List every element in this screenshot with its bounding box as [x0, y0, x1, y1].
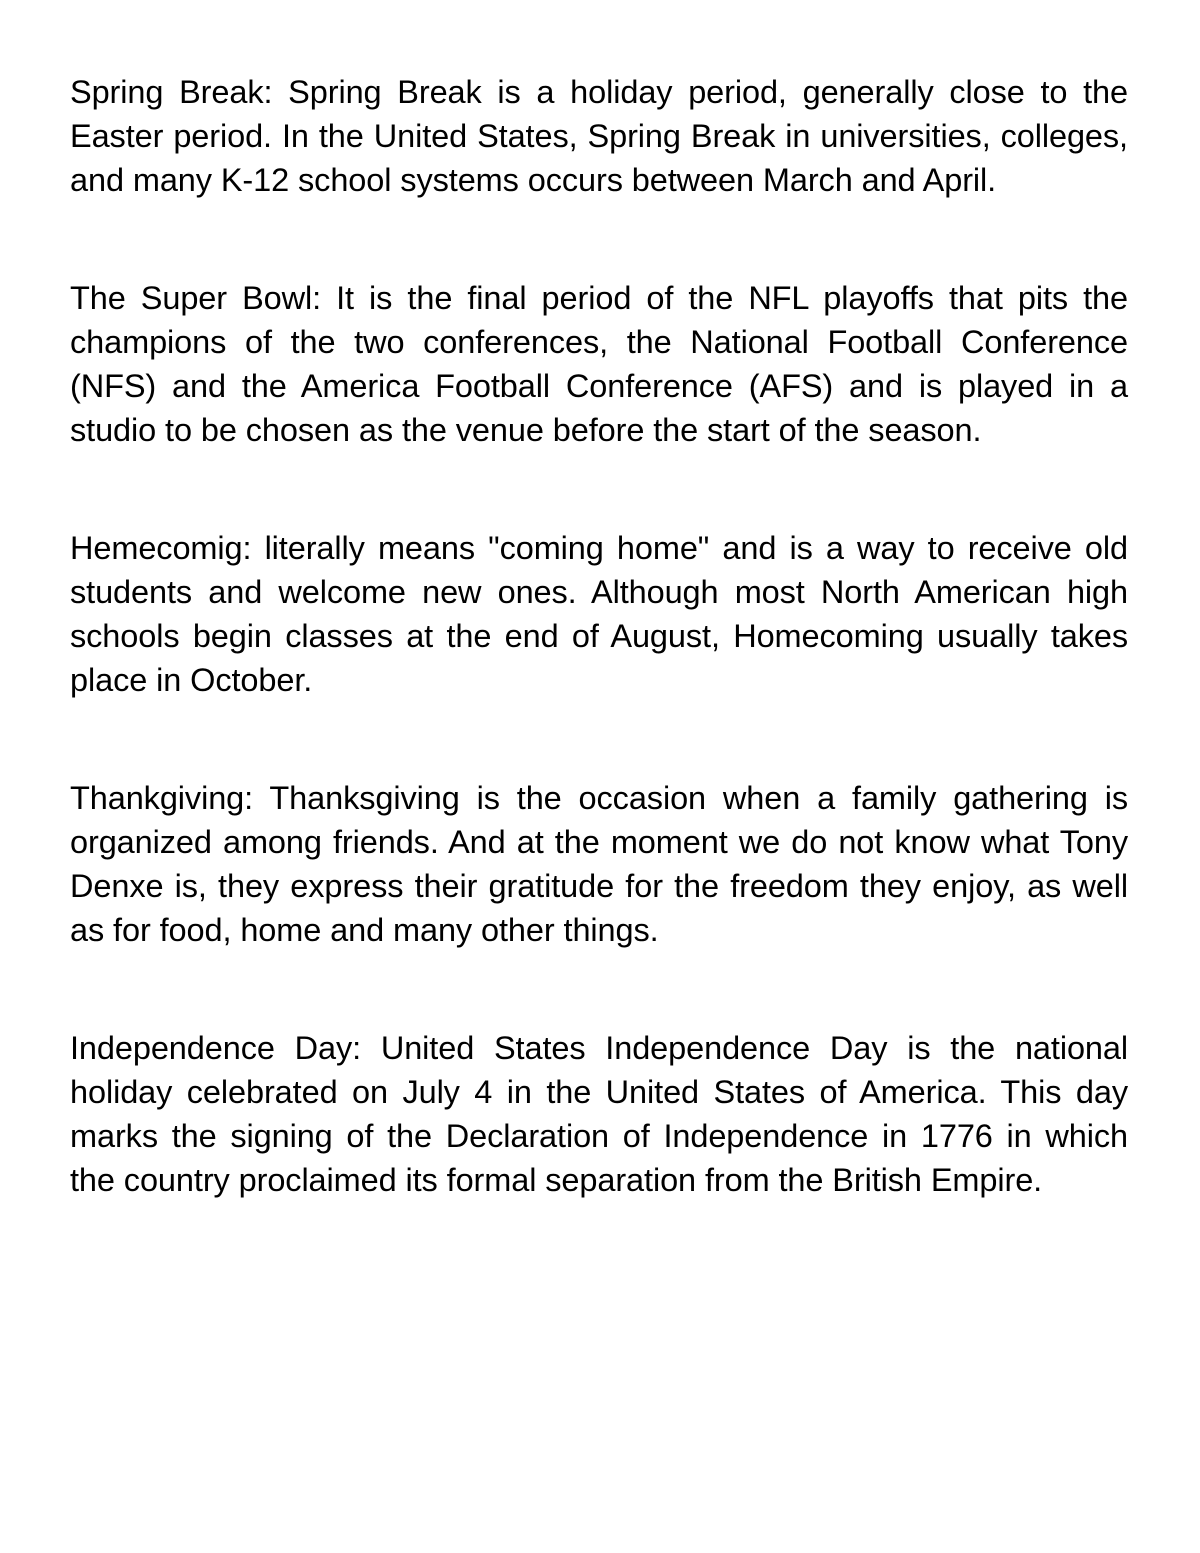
paragraph-super-bowl: The Super Bowl: It is the final period of the NFL playoffs that pits the champions of the two conferences, the National Football Conference (NFS) and the America Football Conference (AFS) and is played in a studio to be chosen as the venue before the start of the season. — [70, 280, 1128, 448]
document-page — [70, 70, 1128, 1276]
paragraph-independence-day: Independence Day: United States Independence Day is the national holiday celebrated on July 4 in the United States of America. This day marks the signing of the Declaration of Independence in 1776 in which the country proclaimed its formal separation from the British Empire. — [70, 1030, 1128, 1198]
paragraph-thanksgiving: Thankgiving: Thanksgiving is the occasion when a family gathering is organized among friends. And at the moment we do not know what Tony Denxe is, they express their gratitude for the freedom they enjoy, as well as for food, home and many other things. — [70, 780, 1128, 948]
paragraph-homecoming: Hemecomig: literally means "coming home" and is a way to receive old students and welcome new ones. Although most North American high schools begin classes at the end of August, Homecoming usually takes place in October. — [70, 530, 1128, 698]
paragraph-spring-break: Spring Break: Spring Break is a holiday period, generally close to the Easter period. In the United States, Spring Break in universities, colleges, and many K-12 school systems occurs between March and April. — [70, 74, 1128, 198]
